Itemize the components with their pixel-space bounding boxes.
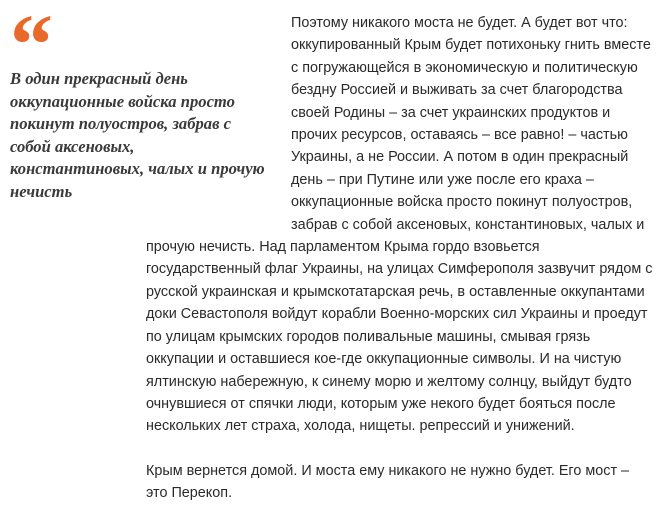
article-paragraph-1: Поэтому никакого моста не будет. А будет вот что: оккупированный Крым будет потихоньку гнить вместе с погружающейся в экономическую и политическую бездну Россией и выживать за счет благородства своей Родины – за счет украинских продуктов и прочих ресурсов, оставаясь – все равно! – частью Украины, а не России. А потом в один прекрасный день – при Путине или уже после его краха – оккупационные войска просто покинут полуостров, забрав с собой аксеновых, константиновых, чалых и прочую нечисть. Над парламентом Крыма гордо взовьется государственный флаг Украины, на улицах Симферополя зазвучит рядом с русской украинская и крымскотатарская речь, в оставленные оккупантами доки Севастополя войдут корабли Военно-морских сил Украины и проедут по улицам крымских городов поливальные машины, смывая грязь оккупации и оставшиеся кое-где оккупационные символы. И на чистую ялтинскую набережную, к синему морю и желтому солнцу, выйдут будто очнувшиеся от спячки люди, которым уже некого будет бояться после нескольких лет страха, холода, нищеты. репрессий и унижений. bbox=[146, 15, 653, 435]
quote-mark-icon: “ bbox=[10, 0, 47, 92]
pull-quote-text: В один прекрасный день оккупационные войска просто покинут полуостров, забрав с собой аксеновых, константиновых, чалых и прочую нечисть bbox=[10, 69, 265, 201]
article-paragraph-2: Крым вернется домой. И моста ему никакого не нужно будет. Его мост – это Перекоп. bbox=[146, 462, 630, 502]
quote-spacer bbox=[146, 12, 291, 226]
article-body bbox=[146, 12, 654, 505]
